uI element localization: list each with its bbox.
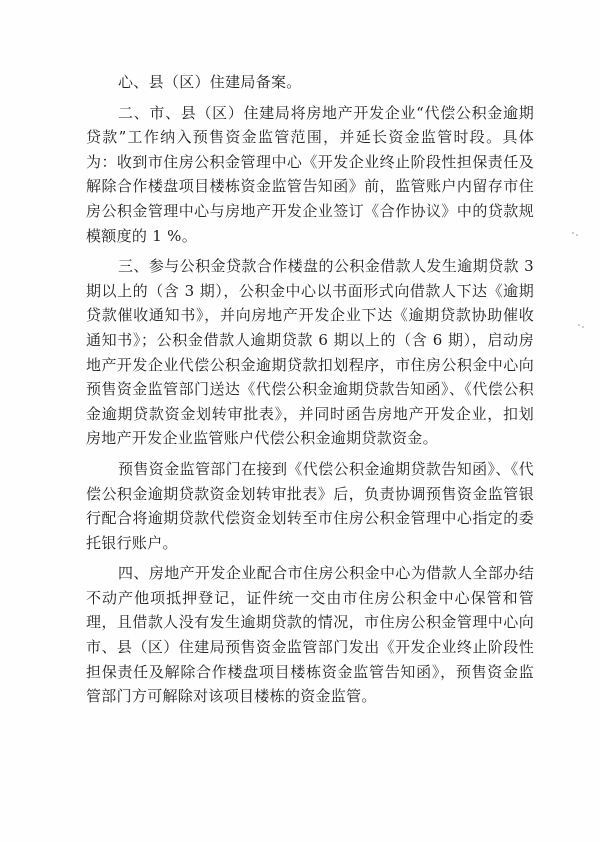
scan-speck <box>582 326 584 328</box>
paragraph-item-four: 四、房地产开发企业配合市住房公积金中心为借款人全部办结不动产他项抵押登记，证件统一交由市住房公积金中心保管和管理，且借款人没有发生逾期贷款的情况，市住房公积金管理中心向市、县（区）住建局预售资金监管部门发出《开发企业终止阶段性担保责任及解除合作楼盘项目楼栋资金监管告知函》，预售资金监管部门方可解除对该项目楼栋的资金监管。 <box>86 564 534 706</box>
scan-speck <box>578 324 580 326</box>
scan-speck <box>572 232 574 234</box>
scan-speck <box>576 234 578 236</box>
paragraph-continuation: 心、县（区）住建局备案。 <box>118 73 302 91</box>
paragraph-item-two: 二、市、县（区）住建局将房地产开发企业“代偿公积金逾期贷款”工作纳入预售资金监管范围，并延长资金监管时段。具体为：收到市住房公积金管理中心《开发企业终止阶段性担保责任及解除合作楼盘项目楼栋资金监管告知函》前，监管账户内留存市住房公积金管理中心与房地产开发企业签订《合作协议》中的贷款规模额度的 1 %。 <box>86 103 534 245</box>
paragraph-item-three: 三、参与公积金贷款合作楼盘的公积金借款人发生逾期贷款 3 期以上的（含 3 期），公积金中心以书面形式向借款人下达《逾期贷款催收通知书》，并向房地产开发企业下达《逾期贷款协助催收通知书》；公积金借款人逾期贷款 6 期以上的（含 6 期），启动房地产开发企业代偿公积金逾期贷款扣划程序，市住房公积金中心向预售资金监管部门送达《代偿公积金逾期贷款告知函》、《代偿公积金逾期贷款资金划转审批表》，并同时函告房地产开发企业，扣划房地产开发企业监管账户代偿公积金逾期贷款资金。 <box>86 257 534 448</box>
paragraph-supervision-department: 预售资金监管部门在接到《代偿公积金逾期贷款告知函》、《代偿公积金逾期贷款资金划转审批表》后，负责协调预售资金监管银行配合将逾期贷款代偿资金划转至市住房公积金管理中心指定的委托银行账户。 <box>86 459 534 552</box>
document-body <box>86 70 534 715</box>
